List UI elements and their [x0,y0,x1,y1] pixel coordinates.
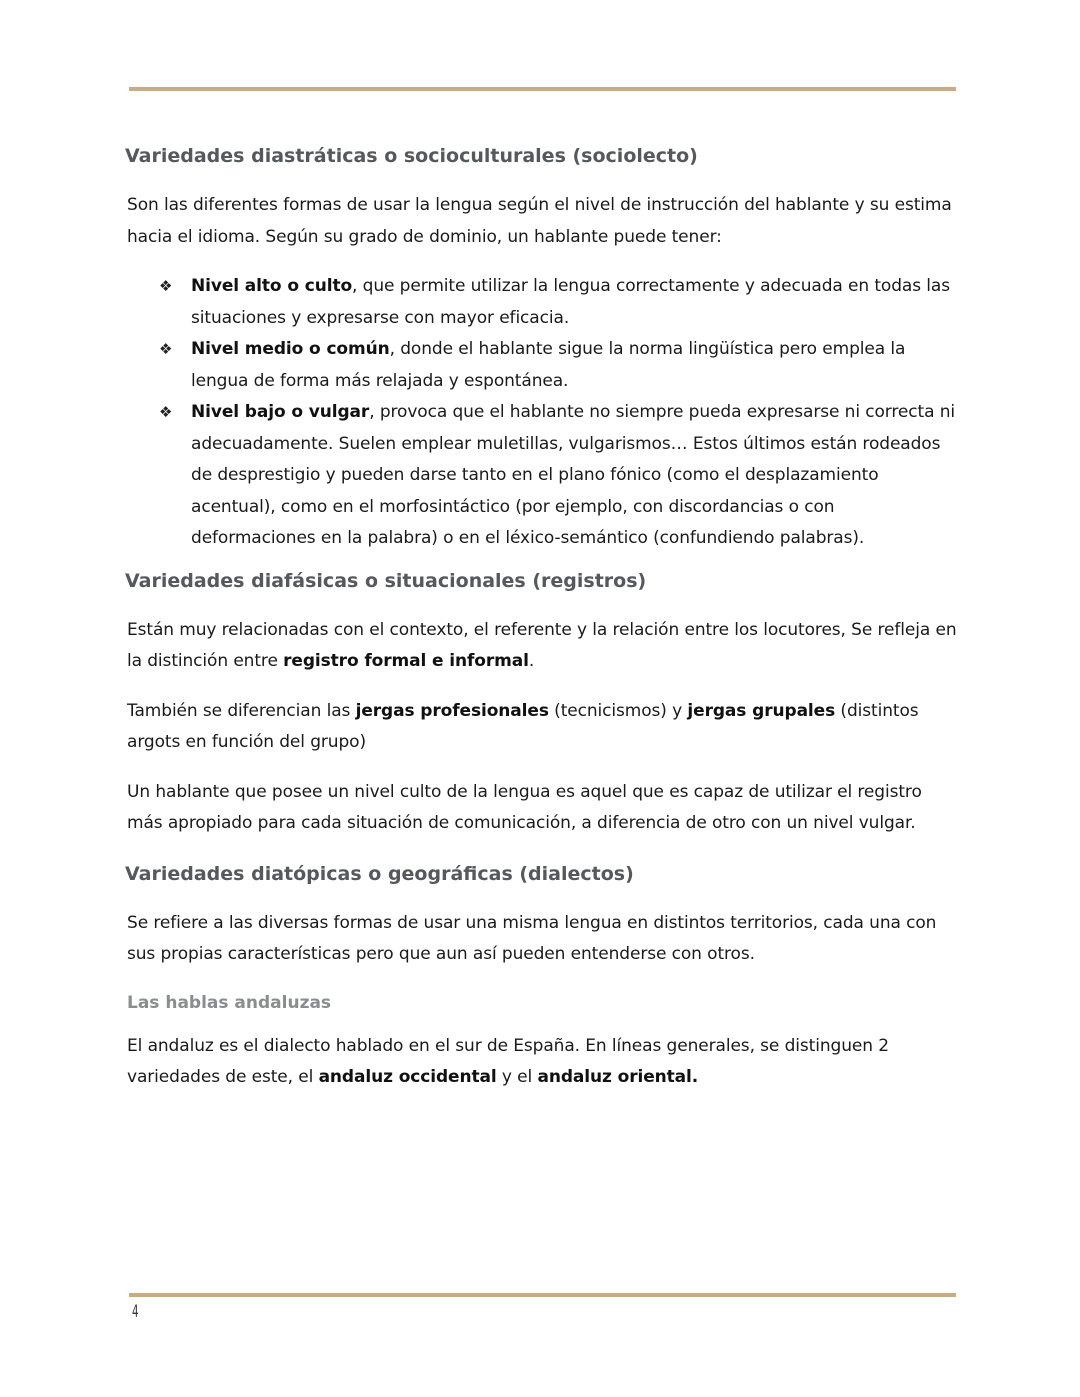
text-run: (distintos argots en función del grupo) [127,700,919,752]
term-jergas-grupales: jergas grupales [687,700,836,721]
term-andaluz-occidental: andaluz occidental [318,1067,497,1087]
diamond-bullet-icon: ❖ [159,340,173,358]
term-nivel-medio: Nivel medio o común [191,339,390,359]
section-heading-diafasicas: Variedades diafásicas o situacionales (registros) [125,569,647,592]
desc-nivel-medio: , donde el hablante sigue la norma lingüística pero emplea la lengua de forma más relajada y espontánea. [191,339,906,391]
desc-nivel-alto: , que permite utilizar la lengua correctamente y adecuada en todas las situaciones y expresarse con mayor eficacia. [191,276,950,328]
paragraph-diastraticas-intro: Son las diferentes formas de usar la lengua según el nivel de instrucción del hablante y su estima hacia el idioma. Según su grado de dominio, un hablante puede tener: [127,195,952,247]
diamond-bullet-icon: ❖ [159,277,173,295]
term-nivel-alto: Nivel alto o culto [191,276,353,296]
diamond-bullet-icon: ❖ [159,403,173,421]
text-run: y el [496,1067,538,1087]
section-heading-diastraticas: Variedades diastráticas o socioculturales (sociolecto) [125,145,698,167]
page-content [127,140,957,1112]
bullet-list-niveles [127,271,957,555]
paragraph-diafasicas-2 [127,696,957,759]
footer-rule [129,1293,956,1297]
header-rule [129,87,956,91]
list-item-nivel-bajo [159,397,957,555]
text-run: . [528,651,535,671]
text-run: También se diferencian las [127,700,356,721]
paragraph-diatopicas-1: Se refiere a las diversas formas de usar una misma lengua en distintos territorios, cada una con sus propias características pero que aun así pueden entenderse con otros. [127,912,937,964]
list-item-nivel-medio [159,334,957,397]
term-registro: registro formal e informal [283,651,529,671]
paragraph-diafasicas-3: Un hablante que posee un nivel culto de la lengua es aquel que es capaz de utilizar el registro más apropiado para cada situación de comunicación, a diferencia de otro con un nivel vulgar. [127,781,922,833]
paragraph-diafasicas-1 [127,615,957,678]
text-run: El andaluz es el dialecto hablado en el sur de España. En líneas generales, se distinguen 2 variedades de este, el [127,1035,889,1087]
term-jergas-profesionales: jergas profesionales [355,700,549,721]
section-heading-diatopicas: Variedades diatópicas o geográficas (dialectos) [125,862,634,885]
text-run: Están muy relacionadas con el contexto, el referente y la relación entre los locutores, Se refleja en la distinción entre [127,619,957,671]
page-number: 4 [132,1302,139,1322]
list-item-nivel-alto [159,271,957,334]
text-run: (tecnicismos) y [548,700,688,721]
paragraph-andaluz [127,1031,957,1094]
term-nivel-bajo: Nivel bajo o vulgar [191,402,370,422]
desc-nivel-bajo: , provoca que el hablante no siempre pueda expresarse ni correcta ni adecuadamente. Suelen emplear muletillas, vulgarismos… Estos últimos están rodeados de desprestigio y pueden darse tanto en el plano fónico (como el desplazamiento acentual), como en el morfosintáctico (por ejemplo, con discordancias o con deformaciones en la palabra) o en el léxico-semántico (confundiendo palabras). [191,402,956,548]
term-andaluz-oriental: andaluz oriental. [537,1067,699,1087]
subheading-hablas-andaluzas: Las hablas andaluzas [127,992,332,1013]
